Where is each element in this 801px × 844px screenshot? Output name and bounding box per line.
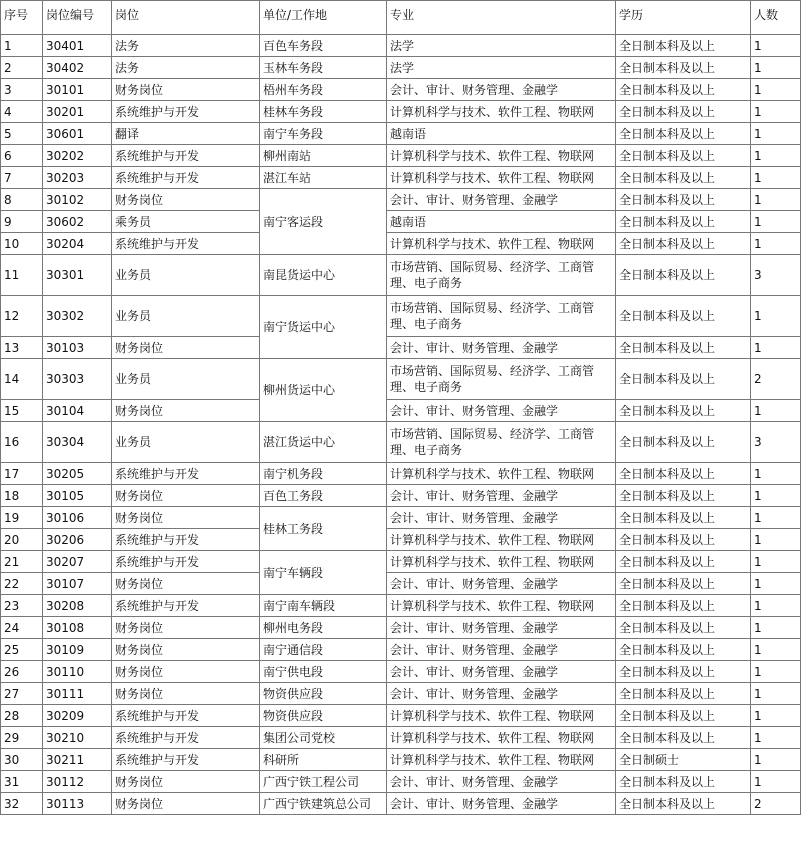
education-requirement-cell: 全日制本科及以上: [616, 255, 751, 296]
row-number-cell: 32: [1, 793, 43, 815]
post-code-cell: 30102: [43, 189, 112, 211]
education-requirement-cell: 全日制本科及以上: [616, 337, 751, 359]
major-requirement-cell: 计算机科学与技术、软件工程、物联网: [387, 551, 616, 573]
unit-location-cell: 南宁通信段: [260, 639, 387, 661]
post-name-cell: 财务岗位: [112, 400, 260, 422]
major-requirement-cell: 计算机科学与技术、软件工程、物联网: [387, 595, 616, 617]
headcount-cell: 1: [751, 167, 801, 189]
post-name-cell: 系统维护与开发: [112, 101, 260, 123]
table-row: [1, 79, 801, 101]
table-row: [1, 507, 801, 529]
table-row: [1, 529, 801, 551]
post-code-cell: 30208: [43, 595, 112, 617]
row-number-cell: 4: [1, 101, 43, 123]
headcount-cell: 1: [751, 749, 801, 771]
headcount-cell: 1: [751, 683, 801, 705]
post-code-cell: 30104: [43, 400, 112, 422]
table-row: [1, 573, 801, 595]
row-number-cell: 31: [1, 771, 43, 793]
table-row: [1, 551, 801, 573]
post-code-cell: 30302: [43, 296, 112, 337]
row-number-cell: 26: [1, 661, 43, 683]
row-number-cell: 9: [1, 211, 43, 233]
unit-location-cell: 南宁车辆段: [260, 551, 387, 595]
post-name-cell: 乘务员: [112, 211, 260, 233]
headcount-cell: 1: [751, 189, 801, 211]
education-requirement-cell: 全日制本科及以上: [616, 705, 751, 727]
unit-location-cell: 玉林车务段: [260, 57, 387, 79]
unit-location-cell: 物资供应段: [260, 705, 387, 727]
table-row: [1, 661, 801, 683]
table-row: [1, 771, 801, 793]
post-code-cell: 30201: [43, 101, 112, 123]
headcount-cell: 1: [751, 463, 801, 485]
post-code-cell: 30111: [43, 683, 112, 705]
column-header: 专业: [387, 1, 616, 35]
education-requirement-cell: 全日制本科及以上: [616, 79, 751, 101]
row-number-cell: 2: [1, 57, 43, 79]
post-name-cell: 系统维护与开发: [112, 145, 260, 167]
post-code-cell: 30211: [43, 749, 112, 771]
post-name-cell: 法务: [112, 35, 260, 57]
post-code-cell: 30207: [43, 551, 112, 573]
unit-location-cell: 集团公司党校: [260, 727, 387, 749]
major-requirement-cell: 计算机科学与技术、软件工程、物联网: [387, 233, 616, 255]
headcount-cell: 1: [751, 573, 801, 595]
headcount-cell: 1: [751, 145, 801, 167]
row-number-cell: 19: [1, 507, 43, 529]
headcount-cell: 1: [751, 337, 801, 359]
table-row: [1, 639, 801, 661]
table-row: [1, 727, 801, 749]
table-row: [1, 296, 801, 337]
major-requirement-cell: 会计、审计、财务管理、金融学: [387, 507, 616, 529]
table-header-row: [1, 1, 801, 35]
post-name-cell: 财务岗位: [112, 617, 260, 639]
post-name-cell: 系统维护与开发: [112, 463, 260, 485]
post-code-cell: 30402: [43, 57, 112, 79]
post-name-cell: 业务员: [112, 359, 260, 400]
education-requirement-cell: 全日制本科及以上: [616, 661, 751, 683]
education-requirement-cell: 全日制本科及以上: [616, 639, 751, 661]
table-row: [1, 463, 801, 485]
table-body: [1, 35, 801, 815]
education-requirement-cell: 全日制本科及以上: [616, 145, 751, 167]
unit-location-cell: 南宁车务段: [260, 123, 387, 145]
major-requirement-cell: 市场营销、国际贸易、经济学、工商管理、电子商务: [387, 296, 616, 337]
row-number-cell: 18: [1, 485, 43, 507]
post-code-cell: 30303: [43, 359, 112, 400]
post-code-cell: 30206: [43, 529, 112, 551]
row-number-cell: 14: [1, 359, 43, 400]
unit-location-cell: 桂林工务段: [260, 507, 387, 551]
unit-location-cell: 湛江货运中心: [260, 422, 387, 463]
major-requirement-cell: 越南语: [387, 123, 616, 145]
major-requirement-cell: 计算机科学与技术、软件工程、物联网: [387, 145, 616, 167]
post-code-cell: 30205: [43, 463, 112, 485]
table-row: [1, 211, 801, 233]
education-requirement-cell: 全日制本科及以上: [616, 233, 751, 255]
headcount-cell: 1: [751, 507, 801, 529]
table-row: [1, 359, 801, 400]
table-row: [1, 683, 801, 705]
post-name-cell: 财务岗位: [112, 793, 260, 815]
post-code-cell: 30204: [43, 233, 112, 255]
row-number-cell: 3: [1, 79, 43, 101]
column-header: 岗位编号: [43, 1, 112, 35]
education-requirement-cell: 全日制本科及以上: [616, 359, 751, 400]
major-requirement-cell: 计算机科学与技术、软件工程、物联网: [387, 529, 616, 551]
education-requirement-cell: 全日制本科及以上: [616, 507, 751, 529]
headcount-cell: 1: [751, 551, 801, 573]
post-name-cell: 系统维护与开发: [112, 167, 260, 189]
major-requirement-cell: 会计、审计、财务管理、金融学: [387, 661, 616, 683]
headcount-cell: 1: [751, 211, 801, 233]
post-code-cell: 30101: [43, 79, 112, 101]
post-code-cell: 30210: [43, 727, 112, 749]
post-name-cell: 财务岗位: [112, 79, 260, 101]
table-row: [1, 793, 801, 815]
table-row: [1, 705, 801, 727]
table-row: [1, 617, 801, 639]
education-requirement-cell: 全日制本科及以上: [616, 167, 751, 189]
post-name-cell: 财务岗位: [112, 189, 260, 211]
column-header: 岗位: [112, 1, 260, 35]
unit-location-cell: 南宁南车辆段: [260, 595, 387, 617]
education-requirement-cell: 全日制本科及以上: [616, 727, 751, 749]
major-requirement-cell: 会计、审计、财务管理、金融学: [387, 79, 616, 101]
post-name-cell: 财务岗位: [112, 573, 260, 595]
row-number-cell: 11: [1, 255, 43, 296]
post-code-cell: 30103: [43, 337, 112, 359]
major-requirement-cell: 越南语: [387, 211, 616, 233]
row-number-cell: 22: [1, 573, 43, 595]
education-requirement-cell: 全日制本科及以上: [616, 551, 751, 573]
row-number-cell: 17: [1, 463, 43, 485]
row-number-cell: 7: [1, 167, 43, 189]
unit-location-cell: 南宁客运段: [260, 189, 387, 255]
row-number-cell: 23: [1, 595, 43, 617]
headcount-cell: 1: [751, 595, 801, 617]
row-number-cell: 24: [1, 617, 43, 639]
headcount-cell: 1: [751, 771, 801, 793]
major-requirement-cell: 会计、审计、财务管理、金融学: [387, 485, 616, 507]
post-code-cell: 30602: [43, 211, 112, 233]
education-requirement-cell: 全日制本科及以上: [616, 529, 751, 551]
row-number-cell: 15: [1, 400, 43, 422]
column-header: 单位/工作地: [260, 1, 387, 35]
unit-location-cell: 南昆货运中心: [260, 255, 387, 296]
row-number-cell: 16: [1, 422, 43, 463]
major-requirement-cell: 法学: [387, 35, 616, 57]
headcount-cell: 3: [751, 255, 801, 296]
row-number-cell: 10: [1, 233, 43, 255]
row-number-cell: 20: [1, 529, 43, 551]
education-requirement-cell: 全日制本科及以上: [616, 296, 751, 337]
major-requirement-cell: 会计、审计、财务管理、金融学: [387, 617, 616, 639]
post-name-cell: 翻译: [112, 123, 260, 145]
post-code-cell: 30105: [43, 485, 112, 507]
post-name-cell: 业务员: [112, 422, 260, 463]
table-row: [1, 167, 801, 189]
major-requirement-cell: 计算机科学与技术、软件工程、物联网: [387, 463, 616, 485]
major-requirement-cell: 市场营销、国际贸易、经济学、工商管理、电子商务: [387, 359, 616, 400]
row-number-cell: 6: [1, 145, 43, 167]
post-name-cell: 财务岗位: [112, 661, 260, 683]
post-code-cell: 30304: [43, 422, 112, 463]
unit-location-cell: 南宁机务段: [260, 463, 387, 485]
post-code-cell: 30301: [43, 255, 112, 296]
headcount-cell: 1: [751, 661, 801, 683]
table-row: [1, 422, 801, 463]
headcount-cell: 1: [751, 101, 801, 123]
post-code-cell: 30401: [43, 35, 112, 57]
table-row: [1, 35, 801, 57]
headcount-cell: 1: [751, 233, 801, 255]
table-row: [1, 57, 801, 79]
major-requirement-cell: 计算机科学与技术、软件工程、物联网: [387, 749, 616, 771]
row-number-cell: 1: [1, 35, 43, 57]
major-requirement-cell: 会计、审计、财务管理、金融学: [387, 400, 616, 422]
post-name-cell: 系统维护与开发: [112, 727, 260, 749]
education-requirement-cell: 全日制本科及以上: [616, 485, 751, 507]
unit-location-cell: 广西宁铁工程公司: [260, 771, 387, 793]
post-name-cell: 系统维护与开发: [112, 551, 260, 573]
post-code-cell: 30209: [43, 705, 112, 727]
row-number-cell: 25: [1, 639, 43, 661]
unit-location-cell: 南宁供电段: [260, 661, 387, 683]
post-name-cell: 系统维护与开发: [112, 749, 260, 771]
column-header: 人数: [751, 1, 801, 35]
major-requirement-cell: 会计、审计、财务管理、金融学: [387, 189, 616, 211]
unit-location-cell: 柳州电务段: [260, 617, 387, 639]
table-row: [1, 595, 801, 617]
row-number-cell: 28: [1, 705, 43, 727]
post-code-cell: 30113: [43, 793, 112, 815]
column-header: 序号: [1, 1, 43, 35]
unit-location-cell: 科研所: [260, 749, 387, 771]
post-name-cell: 业务员: [112, 296, 260, 337]
major-requirement-cell: 市场营销、国际贸易、经济学、工商管理、电子商务: [387, 422, 616, 463]
headcount-cell: 1: [751, 529, 801, 551]
table-row: [1, 400, 801, 422]
post-code-cell: 30107: [43, 573, 112, 595]
unit-location-cell: 物资供应段: [260, 683, 387, 705]
post-code-cell: 30203: [43, 167, 112, 189]
table-row: [1, 233, 801, 255]
row-number-cell: 27: [1, 683, 43, 705]
education-requirement-cell: 全日制本科及以上: [616, 123, 751, 145]
education-requirement-cell: 全日制本科及以上: [616, 189, 751, 211]
row-number-cell: 13: [1, 337, 43, 359]
headcount-cell: 1: [751, 57, 801, 79]
row-number-cell: 8: [1, 189, 43, 211]
table-row: [1, 485, 801, 507]
unit-location-cell: 柳州货运中心: [260, 359, 387, 422]
post-name-cell: 财务岗位: [112, 485, 260, 507]
unit-location-cell: 百色车务段: [260, 35, 387, 57]
table-row: [1, 101, 801, 123]
headcount-cell: 1: [751, 35, 801, 57]
major-requirement-cell: 计算机科学与技术、软件工程、物联网: [387, 727, 616, 749]
post-name-cell: 系统维护与开发: [112, 233, 260, 255]
major-requirement-cell: 会计、审计、财务管理、金融学: [387, 573, 616, 595]
post-name-cell: 法务: [112, 57, 260, 79]
table-row: [1, 749, 801, 771]
post-code-cell: 30108: [43, 617, 112, 639]
headcount-cell: 1: [751, 400, 801, 422]
headcount-cell: 1: [751, 727, 801, 749]
column-header: 学历: [616, 1, 751, 35]
post-code-cell: 30106: [43, 507, 112, 529]
post-code-cell: 30112: [43, 771, 112, 793]
education-requirement-cell: 全日制本科及以上: [616, 35, 751, 57]
education-requirement-cell: 全日制本科及以上: [616, 400, 751, 422]
education-requirement-cell: 全日制本科及以上: [616, 617, 751, 639]
education-requirement-cell: 全日制本科及以上: [616, 211, 751, 233]
headcount-cell: 1: [751, 617, 801, 639]
education-requirement-cell: 全日制硕士: [616, 749, 751, 771]
education-requirement-cell: 全日制本科及以上: [616, 463, 751, 485]
table-row: [1, 337, 801, 359]
post-name-cell: 财务岗位: [112, 639, 260, 661]
major-requirement-cell: 市场营销、国际贸易、经济学、工商管理、电子商务: [387, 255, 616, 296]
headcount-cell: 1: [751, 639, 801, 661]
major-requirement-cell: 会计、审计、财务管理、金融学: [387, 793, 616, 815]
education-requirement-cell: 全日制本科及以上: [616, 573, 751, 595]
education-requirement-cell: 全日制本科及以上: [616, 683, 751, 705]
post-name-cell: 系统维护与开发: [112, 529, 260, 551]
post-code-cell: 30109: [43, 639, 112, 661]
unit-location-cell: 湛江车站: [260, 167, 387, 189]
major-requirement-cell: 会计、审计、财务管理、金融学: [387, 683, 616, 705]
education-requirement-cell: 全日制本科及以上: [616, 595, 751, 617]
major-requirement-cell: 计算机科学与技术、软件工程、物联网: [387, 101, 616, 123]
unit-location-cell: 百色工务段: [260, 485, 387, 507]
major-requirement-cell: 计算机科学与技术、软件工程、物联网: [387, 167, 616, 189]
post-name-cell: 业务员: [112, 255, 260, 296]
post-name-cell: 系统维护与开发: [112, 595, 260, 617]
headcount-cell: 2: [751, 793, 801, 815]
headcount-cell: 1: [751, 296, 801, 337]
post-name-cell: 财务岗位: [112, 507, 260, 529]
post-name-cell: 系统维护与开发: [112, 705, 260, 727]
row-number-cell: 12: [1, 296, 43, 337]
row-number-cell: 29: [1, 727, 43, 749]
education-requirement-cell: 全日制本科及以上: [616, 57, 751, 79]
row-number-cell: 30: [1, 749, 43, 771]
headcount-cell: 3: [751, 422, 801, 463]
unit-location-cell: 桂林车务段: [260, 101, 387, 123]
education-requirement-cell: 全日制本科及以上: [616, 793, 751, 815]
major-requirement-cell: 会计、审计、财务管理、金融学: [387, 771, 616, 793]
unit-location-cell: 柳州南站: [260, 145, 387, 167]
education-requirement-cell: 全日制本科及以上: [616, 101, 751, 123]
headcount-cell: 2: [751, 359, 801, 400]
major-requirement-cell: 会计、审计、财务管理、金融学: [387, 337, 616, 359]
row-number-cell: 21: [1, 551, 43, 573]
table-row: [1, 145, 801, 167]
post-code-cell: 30601: [43, 123, 112, 145]
post-code-cell: 30202: [43, 145, 112, 167]
headcount-cell: 1: [751, 485, 801, 507]
education-requirement-cell: 全日制本科及以上: [616, 422, 751, 463]
unit-location-cell: 南宁货运中心: [260, 296, 387, 359]
headcount-cell: 1: [751, 123, 801, 145]
post-name-cell: 财务岗位: [112, 683, 260, 705]
post-code-cell: 30110: [43, 661, 112, 683]
headcount-cell: 1: [751, 79, 801, 101]
major-requirement-cell: 法学: [387, 57, 616, 79]
post-name-cell: 财务岗位: [112, 771, 260, 793]
major-requirement-cell: 计算机科学与技术、软件工程、物联网: [387, 705, 616, 727]
headcount-cell: 1: [751, 705, 801, 727]
unit-location-cell: 广西宁铁建筑总公司: [260, 793, 387, 815]
education-requirement-cell: 全日制本科及以上: [616, 771, 751, 793]
unit-location-cell: 梧州车务段: [260, 79, 387, 101]
table-row: [1, 189, 801, 211]
major-requirement-cell: 会计、审计、财务管理、金融学: [387, 639, 616, 661]
row-number-cell: 5: [1, 123, 43, 145]
table-row: [1, 123, 801, 145]
table-row: [1, 255, 801, 296]
post-name-cell: 财务岗位: [112, 337, 260, 359]
